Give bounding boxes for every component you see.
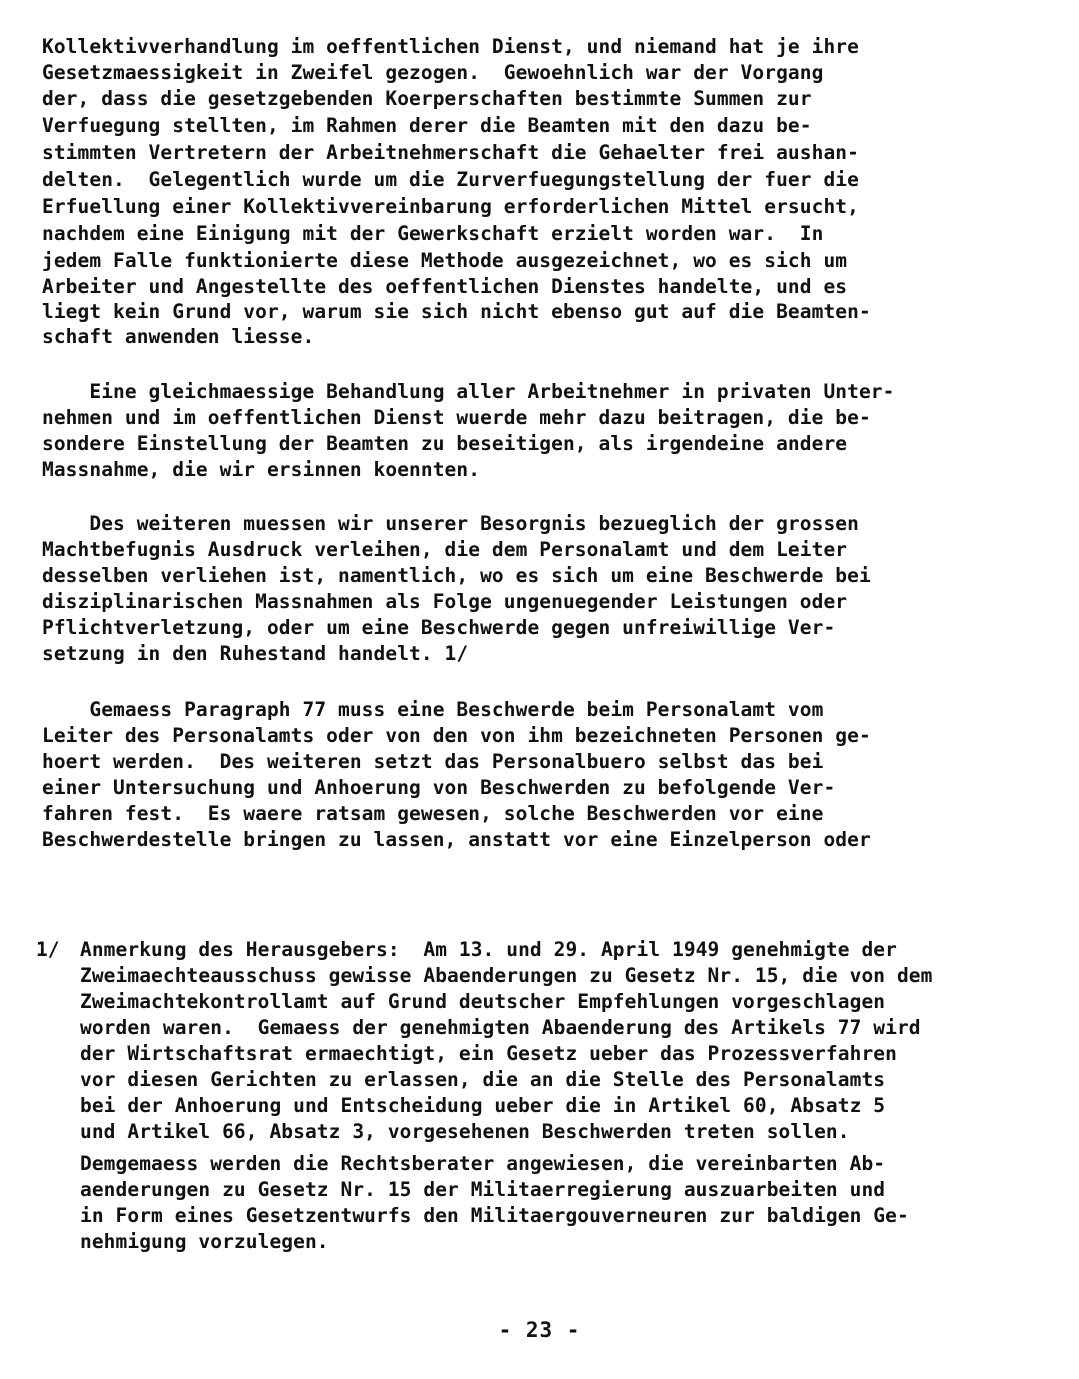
text-line: desselben verliehen ist, namentlich, wo es sich um eine Beschwerde bei [42,564,871,587]
text-line: Erfuellung einer Kollektivvereinbarung erforderlichen Mittel ersucht, [42,195,859,218]
text-line: disziplinarischen Massnahmen als Folge ungenuegender Leistungen oder [42,590,848,613]
text-line: fahren fest. Es waere ratsam gewesen, solche Beschwerden vor eine [42,802,824,825]
footnote-line: Demgemaess werden die Rechtsberater angewiesen, die vereinbarten Ab- [80,1152,886,1175]
footnote-line: vor diesen Gerichten zu erlassen, die an die Stelle des Personalamts [80,1068,886,1091]
page-number: - 23 - [498,1318,581,1342]
text-line: Gesetzmaessigkeit in Zweifel gezogen. Gewoehnlich war der Vorgang [42,61,824,84]
text-line: Massnahme, die wir ersinnen koennten. [42,458,481,481]
text-line: Arbeiter und Angestellte des oeffentlichen Dienstes handelte, und es [42,275,848,298]
text-line: delten. Gelegentlich wurde um die Zurverfuegungstellung der fuer die [42,168,859,191]
text-line: sondere Einstellung der Beamten zu beseitigen, als irgendeine andere [42,432,848,455]
text-line: nachdem eine Einigung mit der Gewerkschaft erzielt worden war. In [42,222,824,245]
text-line: Machtbefugnis Ausdruck verleihen, die dem Personalamt und dem Leiter [42,538,848,561]
text-line: der, dass die gesetzgebenden Koerperschaften bestimmte Summen zur [42,87,812,110]
text-line: Des weiteren muessen wir unserer Besorgnis bezueglich der grossen [42,512,859,535]
footnote-line: Zweimachtekontrollamt auf Grund deutscher Empfehlungen vorgeschlagen [80,990,886,1013]
text-line: Leiter des Personalamts oder von den von ihm bezeichneten Personen ge- [42,724,871,747]
footnote-marker: 1/ [36,938,60,961]
text-line: setzung in den Ruhestand handelt. 1/ [42,642,469,665]
text-line: jedem Falle funktionierte diese Methode ausgezeichnet, wo es sich um [42,249,848,272]
text-line: liegt kein Grund vor, warum sie sich nicht ebenso gut auf die Beamten- [42,300,871,323]
footnote-line: Zweimaechteausschuss gewisse Abaenderungen zu Gesetz Nr. 15, die von dem [80,964,933,987]
text-line: hoert werden. Des weiteren setzt das Personalbuero selbst das bei [42,750,824,773]
text-line: Gemaess Paragraph 77 muss eine Beschwerde beim Personalamt vom [42,698,824,721]
footnote-line: nehmigung vorzulegen. [80,1230,329,1253]
text-line: nehmen und im oeffentlichen Dienst wuerde mehr dazu beitragen, die be- [42,406,871,429]
text-line: Beschwerdestelle bringen zu lassen, anstatt vor eine Einzelperson oder [42,828,871,851]
text-line: stimmten Vertretern der Arbeitnehmerschaft die Gehaelter frei aushan- [42,141,859,164]
footnote-line: Anmerkung des Herausgebers: Am 13. und 29. April 1949 genehmigte der [80,938,897,961]
text-line: Pflichtverletzung, oder um eine Beschwerde gegen unfreiwillige Ver- [42,616,836,639]
text-line: schaft anwenden liesse. [42,325,315,348]
footnote-line: bei der Anhoerung und Entscheidung ueber die in Artikel 60, Absatz 5 [80,1094,886,1117]
text-line: Eine gleichmaessige Behandlung aller Arbeitnehmer in privaten Unter- [42,380,895,403]
footnote-line: und Artikel 66, Absatz 3, vorgesehenen Beschwerden treten sollen. [80,1120,850,1143]
footnote-line: aenderungen zu Gesetz Nr. 15 der Militaerregierung auszuarbeiten und [80,1178,886,1201]
footnote-line: der Wirtschaftsrat ermaechtigt, ein Gesetz ueber das Prozessverfahren [80,1042,897,1065]
text-line: Kollektivverhandlung im oeffentlichen Dienst, und niemand hat je ihre [42,35,859,58]
text-line: Verfuegung stellten, im Rahmen derer die Beamten mit den dazu be- [42,114,812,137]
footnote-line: in Form eines Gesetzentwurfs den Militaergouverneuren zur baldigen Ge- [80,1204,909,1227]
footnote-line: worden waren. Gemaess der genehmigten Abaenderung des Artikels 77 wird [80,1016,921,1039]
text-line: einer Untersuchung und Anhoerung von Beschwerden zu befolgende Ver- [42,776,836,799]
